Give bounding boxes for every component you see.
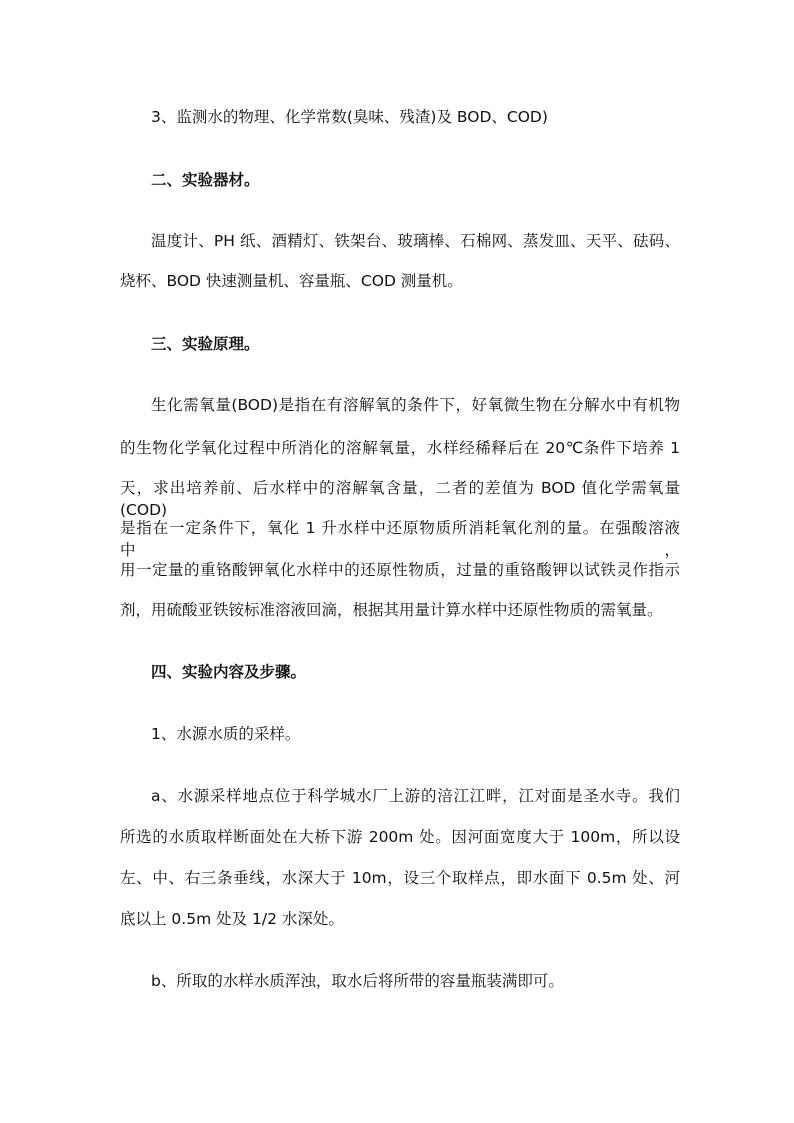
section-2-heading: 二、实验器材。 [151, 171, 260, 189]
section-3-line-3: 天，求出培养前、后水样中的溶解氧含量，二者的差值为 BOD 值化学需氧量(COD) [120, 479, 680, 519]
section-3-line-5: 用一定量的重铬酸钾氧化水样中的还原性物质，过量的重铬酸钾以试铁灵作指示 [120, 561, 680, 579]
para-a-line-1: a、水源采样地点位于科学城水厂上游的涪江江畔，江对面是圣水寺。我们 [151, 787, 680, 805]
section-2-line-1: 温度计、PH 纸、酒精灯、铁架台、玻璃棒、石棉网、蒸发皿、天平、砝码、 [151, 232, 680, 250]
section-3-line-1: 生化需氧量(BOD)是指在有溶解氧的条件下，好氧微生物在分解水中有机物 [151, 396, 680, 414]
para-a-line-3: 左、中、右三条垂线，水深大于 10m，设三个取样点，即水面下 0.5m 处、河 [120, 869, 680, 887]
section-3-line-2: 的生物化学氧化过程中所消化的溶解氧量，水样经稀释后在 20℃条件下培养 1 [120, 439, 680, 457]
section-4-heading: 四、实验内容及步骤。 [151, 663, 307, 681]
section-3-line-6: 剂，用硫酸亚铁铵标准溶液回滴，根据其用量计算水样中还原性物质的需氧量。 [120, 601, 663, 619]
para-b-text: b、所取的水样水质浑浊，取水后将所带的容量瓶装满即可。 [151, 972, 564, 990]
para-a-line-4: 底以上 0.5m 处及 1/2 水深处。 [120, 910, 344, 928]
section-2-line-2: 烧杯、BOD 快速测量机、容量瓶、COD 测量机。 [120, 272, 463, 290]
item-3-text: 3、监测水的物理、化学常数(臭味、残渣)及 BOD、COD) [151, 108, 548, 126]
section-3-line-4: 是指在一定条件下，氧化 1 升水样中还原物质所消耗氧化剂的量。在强酸溶液中， [120, 519, 680, 559]
para-a-line-2: 所选的水质取样断面处在大桥下游 200m 处。因河面宽度大于 100m，所以设 [120, 828, 680, 846]
section-4-sub-1: 1、水源水质的采样。 [151, 725, 301, 743]
section-3-heading: 三、实验原理。 [151, 335, 260, 353]
